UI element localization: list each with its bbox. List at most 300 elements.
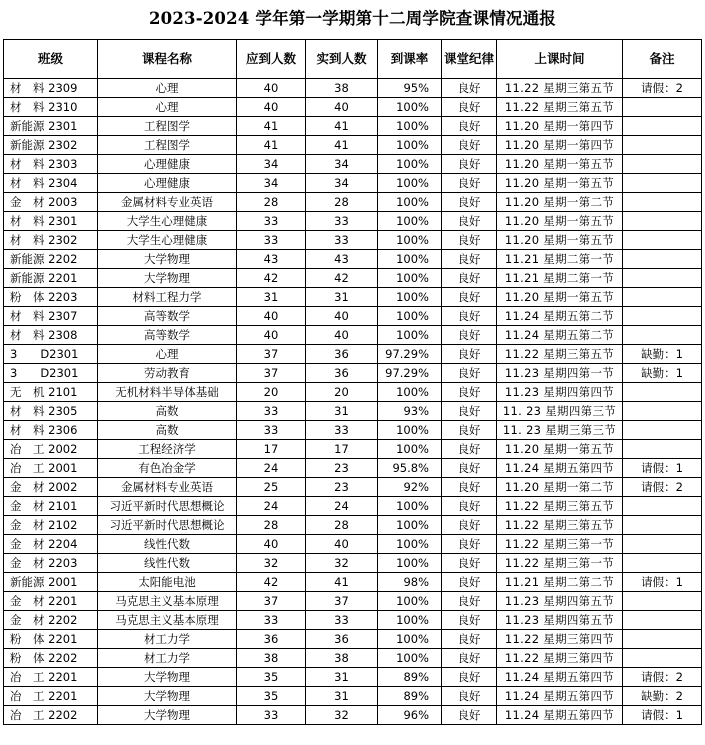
course-cell: 太阳能电池 bbox=[98, 573, 237, 592]
discipline-cell: 良好 bbox=[442, 231, 497, 250]
actual-cell: 34 bbox=[306, 174, 378, 193]
table-row bbox=[4, 364, 702, 383]
expected-cell: 25 bbox=[237, 478, 306, 497]
course-cell: 线性代数 bbox=[98, 554, 237, 573]
time-cell: 11.22 星期三第一节 bbox=[497, 535, 623, 554]
page-title: 2023-2024 学年第一学期第十二周学院查课情况通报 bbox=[148, 9, 557, 28]
course-cell: 材料工程力学 bbox=[98, 288, 237, 307]
rate-cell: 100% bbox=[378, 193, 442, 212]
expected-cell: 33 bbox=[237, 421, 306, 440]
discipline-cell: 良好 bbox=[442, 136, 497, 155]
actual-cell: 38 bbox=[306, 649, 378, 668]
actual-cell: 36 bbox=[306, 364, 378, 383]
expected-cell: 40 bbox=[237, 79, 306, 98]
table-row bbox=[4, 136, 702, 155]
course-cell: 大学生心理健康 bbox=[98, 231, 237, 250]
expected-cell: 41 bbox=[237, 136, 306, 155]
course-cell: 工程图学 bbox=[98, 136, 237, 155]
table-header-row bbox=[4, 40, 702, 79]
class-cell: 冶 工 2201 bbox=[4, 668, 98, 687]
discipline-cell: 良好 bbox=[442, 402, 497, 421]
class-cell: 粉 体 2203 bbox=[4, 288, 98, 307]
class-cell: 材 料 2305 bbox=[4, 402, 98, 421]
class-cell: 金 材 2202 bbox=[4, 611, 98, 630]
time-cell: 11.24 星期五第四节 bbox=[497, 706, 623, 725]
remarks-cell bbox=[623, 611, 702, 630]
attendance-table bbox=[3, 39, 702, 725]
rate-cell: 89% bbox=[378, 668, 442, 687]
time-cell: 11.22 星期三第五节 bbox=[497, 98, 623, 117]
discipline-cell: 良好 bbox=[442, 307, 497, 326]
table-row bbox=[4, 402, 702, 421]
expected-cell: 42 bbox=[237, 269, 306, 288]
header-rate: 到课率 bbox=[378, 40, 442, 79]
actual-cell: 32 bbox=[306, 554, 378, 573]
expected-cell: 24 bbox=[237, 459, 306, 478]
course-cell: 高等数学 bbox=[98, 326, 237, 345]
class-cell: 粉 体 2201 bbox=[4, 630, 98, 649]
discipline-cell: 良好 bbox=[442, 649, 497, 668]
time-cell: 11.20 星期一第五节 bbox=[497, 212, 623, 231]
actual-cell: 33 bbox=[306, 231, 378, 250]
class-cell: 材 料 2307 bbox=[4, 307, 98, 326]
discipline-cell: 良好 bbox=[442, 117, 497, 136]
rate-cell: 92% bbox=[378, 478, 442, 497]
course-cell: 心理 bbox=[98, 79, 237, 98]
actual-cell: 33 bbox=[306, 212, 378, 231]
course-cell: 材工力学 bbox=[98, 630, 237, 649]
actual-cell: 40 bbox=[306, 307, 378, 326]
table-body bbox=[4, 79, 702, 725]
time-cell: 11.22 星期三第五节 bbox=[497, 516, 623, 535]
time-cell: 11.20 星期一第五节 bbox=[497, 440, 623, 459]
rate-cell: 100% bbox=[378, 326, 442, 345]
actual-cell: 42 bbox=[306, 269, 378, 288]
actual-cell: 41 bbox=[306, 117, 378, 136]
table-row bbox=[4, 592, 702, 611]
class-cell: 新能源 2302 bbox=[4, 136, 98, 155]
expected-cell: 20 bbox=[237, 383, 306, 402]
table-row bbox=[4, 307, 702, 326]
course-cell: 马克思主义基本原理 bbox=[98, 611, 237, 630]
actual-cell: 33 bbox=[306, 421, 378, 440]
discipline-cell: 良好 bbox=[442, 383, 497, 402]
remarks-cell: 请假：1 bbox=[623, 706, 702, 725]
rate-cell: 100% bbox=[378, 630, 442, 649]
table-row bbox=[4, 174, 702, 193]
course-cell: 马克思主义基本原理 bbox=[98, 592, 237, 611]
actual-cell: 40 bbox=[306, 326, 378, 345]
actual-cell: 37 bbox=[306, 592, 378, 611]
remarks-cell bbox=[623, 554, 702, 573]
remarks-cell bbox=[623, 383, 702, 402]
remarks-cell: 请假：1 bbox=[623, 573, 702, 592]
expected-cell: 40 bbox=[237, 326, 306, 345]
rate-cell: 98% bbox=[378, 573, 442, 592]
header-discipline: 课堂纪律 bbox=[442, 40, 497, 79]
time-cell: 11.24 星期五第二节 bbox=[497, 307, 623, 326]
time-cell: 11.23 星期四第五节 bbox=[497, 611, 623, 630]
class-cell: 冶 工 2201 bbox=[4, 687, 98, 706]
table-row bbox=[4, 155, 702, 174]
course-cell: 金属材料专业英语 bbox=[98, 478, 237, 497]
expected-cell: 40 bbox=[237, 307, 306, 326]
discipline-cell: 良好 bbox=[442, 288, 497, 307]
course-cell: 线性代数 bbox=[98, 535, 237, 554]
actual-cell: 28 bbox=[306, 193, 378, 212]
expected-cell: 28 bbox=[237, 193, 306, 212]
class-cell: 材 料 2309 bbox=[4, 79, 98, 98]
time-cell: 11.20 星期一第五节 bbox=[497, 155, 623, 174]
class-cell: 粉 体 2202 bbox=[4, 649, 98, 668]
time-cell: 11.22 星期三第五节 bbox=[497, 345, 623, 364]
class-cell: 材 料 2310 bbox=[4, 98, 98, 117]
course-cell: 大学物理 bbox=[98, 250, 237, 269]
rate-cell: 100% bbox=[378, 231, 442, 250]
class-cell: 金 材 2002 bbox=[4, 478, 98, 497]
course-cell: 高数 bbox=[98, 402, 237, 421]
table-row bbox=[4, 250, 702, 269]
discipline-cell: 良好 bbox=[442, 440, 497, 459]
course-cell: 工程经济学 bbox=[98, 440, 237, 459]
remarks-cell bbox=[623, 421, 702, 440]
class-cell: 材 料 2304 bbox=[4, 174, 98, 193]
table-row bbox=[4, 630, 702, 649]
expected-cell: 40 bbox=[237, 535, 306, 554]
discipline-cell: 良好 bbox=[442, 554, 497, 573]
actual-cell: 28 bbox=[306, 516, 378, 535]
actual-cell: 31 bbox=[306, 668, 378, 687]
table-row bbox=[4, 117, 702, 136]
expected-cell: 28 bbox=[237, 516, 306, 535]
time-cell: 11.22 星期三第一节 bbox=[497, 554, 623, 573]
remarks-cell: 请假：1 bbox=[623, 459, 702, 478]
table-row bbox=[4, 288, 702, 307]
table-row bbox=[4, 459, 702, 478]
remarks-cell: 缺勤：1 bbox=[623, 345, 702, 364]
expected-cell: 32 bbox=[237, 554, 306, 573]
rate-cell: 100% bbox=[378, 174, 442, 193]
remarks-cell bbox=[623, 231, 702, 250]
discipline-cell: 良好 bbox=[442, 459, 497, 478]
class-cell: 金 材 2101 bbox=[4, 497, 98, 516]
remarks-cell bbox=[623, 326, 702, 345]
time-cell: 11.20 星期一第五节 bbox=[497, 174, 623, 193]
table-row bbox=[4, 649, 702, 668]
remarks-cell bbox=[623, 98, 702, 117]
remarks-cell bbox=[623, 630, 702, 649]
time-cell: 11.24 星期五第四节 bbox=[497, 668, 623, 687]
class-cell: 3 D2301 bbox=[4, 364, 98, 383]
rate-cell: 100% bbox=[378, 155, 442, 174]
actual-cell: 33 bbox=[306, 611, 378, 630]
table-row bbox=[4, 516, 702, 535]
actual-cell: 43 bbox=[306, 250, 378, 269]
class-cell: 材 料 2308 bbox=[4, 326, 98, 345]
time-cell: 11. 23 星期四第三节 bbox=[497, 402, 623, 421]
table-row bbox=[4, 535, 702, 554]
remarks-cell bbox=[623, 440, 702, 459]
discipline-cell: 良好 bbox=[442, 687, 497, 706]
table-row bbox=[4, 478, 702, 497]
actual-cell: 41 bbox=[306, 573, 378, 592]
course-cell: 心理 bbox=[98, 98, 237, 117]
course-cell: 高等数学 bbox=[98, 307, 237, 326]
table-row bbox=[4, 193, 702, 212]
class-cell: 无 机 2101 bbox=[4, 383, 98, 402]
remarks-cell: 缺勤：1 bbox=[623, 364, 702, 383]
discipline-cell: 良好 bbox=[442, 516, 497, 535]
expected-cell: 35 bbox=[237, 687, 306, 706]
time-cell: 11.22 星期三第五节 bbox=[497, 79, 623, 98]
rate-cell: 97.29% bbox=[378, 364, 442, 383]
class-cell: 冶 工 2001 bbox=[4, 459, 98, 478]
rate-cell: 100% bbox=[378, 250, 442, 269]
class-cell: 新能源 2202 bbox=[4, 250, 98, 269]
table-row bbox=[4, 421, 702, 440]
class-cell: 材 料 2303 bbox=[4, 155, 98, 174]
discipline-cell: 良好 bbox=[442, 497, 497, 516]
rate-cell: 97.29% bbox=[378, 345, 442, 364]
remarks-cell bbox=[623, 269, 702, 288]
time-cell: 11.20 星期一第四节 bbox=[497, 136, 623, 155]
rate-cell: 100% bbox=[378, 117, 442, 136]
actual-cell: 17 bbox=[306, 440, 378, 459]
rate-cell: 100% bbox=[378, 307, 442, 326]
discipline-cell: 良好 bbox=[442, 345, 497, 364]
expected-cell: 37 bbox=[237, 592, 306, 611]
expected-cell: 35 bbox=[237, 668, 306, 687]
expected-cell: 43 bbox=[237, 250, 306, 269]
course-cell: 习近平新时代思想概论 bbox=[98, 516, 237, 535]
discipline-cell: 良好 bbox=[442, 630, 497, 649]
table-row bbox=[4, 79, 702, 98]
header-class: 班级 bbox=[4, 40, 98, 79]
discipline-cell: 良好 bbox=[442, 573, 497, 592]
time-cell: 11.22 星期三第四节 bbox=[497, 649, 623, 668]
table-row bbox=[4, 687, 702, 706]
remarks-cell bbox=[623, 212, 702, 231]
class-cell: 冶 工 2202 bbox=[4, 706, 98, 725]
discipline-cell: 良好 bbox=[442, 250, 497, 269]
table-row bbox=[4, 497, 702, 516]
expected-cell: 34 bbox=[237, 155, 306, 174]
actual-cell: 41 bbox=[306, 136, 378, 155]
rate-cell: 100% bbox=[378, 98, 442, 117]
discipline-cell: 良好 bbox=[442, 421, 497, 440]
actual-cell: 36 bbox=[306, 345, 378, 364]
rate-cell: 100% bbox=[378, 269, 442, 288]
course-cell: 材工力学 bbox=[98, 649, 237, 668]
table-row bbox=[4, 706, 702, 725]
remarks-cell bbox=[623, 174, 702, 193]
expected-cell: 33 bbox=[237, 611, 306, 630]
rate-cell: 100% bbox=[378, 440, 442, 459]
remarks-cell bbox=[623, 250, 702, 269]
rate-cell: 96% bbox=[378, 706, 442, 725]
class-cell: 材 料 2302 bbox=[4, 231, 98, 250]
expected-cell: 38 bbox=[237, 649, 306, 668]
discipline-cell: 良好 bbox=[442, 174, 497, 193]
class-cell: 金 材 2204 bbox=[4, 535, 98, 554]
time-cell: 11.24 星期五第四节 bbox=[497, 459, 623, 478]
remarks-cell: 缺勤：2 bbox=[623, 687, 702, 706]
remarks-cell bbox=[623, 117, 702, 136]
remarks-cell: 请假：2 bbox=[623, 478, 702, 497]
class-cell: 新能源 2301 bbox=[4, 117, 98, 136]
rate-cell: 100% bbox=[378, 649, 442, 668]
remarks-cell bbox=[623, 649, 702, 668]
course-cell: 大学物理 bbox=[98, 668, 237, 687]
actual-cell: 24 bbox=[306, 497, 378, 516]
time-cell: 11.24 星期五第四节 bbox=[497, 687, 623, 706]
actual-cell: 31 bbox=[306, 402, 378, 421]
rate-cell: 100% bbox=[378, 383, 442, 402]
time-cell: 11.23 星期四第一节 bbox=[497, 364, 623, 383]
class-cell: 材 料 2306 bbox=[4, 421, 98, 440]
course-cell: 心理 bbox=[98, 345, 237, 364]
rate-cell: 95% bbox=[378, 79, 442, 98]
table-row bbox=[4, 611, 702, 630]
expected-cell: 41 bbox=[237, 117, 306, 136]
discipline-cell: 良好 bbox=[442, 269, 497, 288]
time-cell: 11.22 星期三第五节 bbox=[497, 497, 623, 516]
expected-cell: 37 bbox=[237, 364, 306, 383]
actual-cell: 40 bbox=[306, 535, 378, 554]
discipline-cell: 良好 bbox=[442, 611, 497, 630]
remarks-cell bbox=[623, 307, 702, 326]
rate-cell: 100% bbox=[378, 288, 442, 307]
header-remarks: 备注 bbox=[623, 40, 702, 79]
table-row bbox=[4, 345, 702, 364]
class-cell: 3 D2301 bbox=[4, 345, 98, 364]
table-row bbox=[4, 98, 702, 117]
class-cell: 金 材 2102 bbox=[4, 516, 98, 535]
header-actual: 实到人数 bbox=[306, 40, 378, 79]
actual-cell: 31 bbox=[306, 687, 378, 706]
discipline-cell: 良好 bbox=[442, 212, 497, 231]
course-cell: 大学物理 bbox=[98, 269, 237, 288]
class-cell: 金 材 2201 bbox=[4, 592, 98, 611]
time-cell: 11. 23 星期三第三节 bbox=[497, 421, 623, 440]
discipline-cell: 良好 bbox=[442, 193, 497, 212]
discipline-cell: 良好 bbox=[442, 155, 497, 174]
table-row bbox=[4, 212, 702, 231]
time-cell: 11.21 星期二第二节 bbox=[497, 573, 623, 592]
table-row bbox=[4, 668, 702, 687]
course-cell: 劳动教育 bbox=[98, 364, 237, 383]
actual-cell: 31 bbox=[306, 288, 378, 307]
rate-cell: 100% bbox=[378, 592, 442, 611]
course-cell: 金属材料专业英语 bbox=[98, 193, 237, 212]
rate-cell: 100% bbox=[378, 497, 442, 516]
actual-cell: 34 bbox=[306, 155, 378, 174]
rate-cell: 100% bbox=[378, 212, 442, 231]
expected-cell: 17 bbox=[237, 440, 306, 459]
expected-cell: 40 bbox=[237, 98, 306, 117]
time-cell: 11.23 星期四第四节 bbox=[497, 383, 623, 402]
expected-cell: 33 bbox=[237, 231, 306, 250]
time-cell: 11.20 星期一第二节 bbox=[497, 478, 623, 497]
expected-cell: 33 bbox=[237, 706, 306, 725]
course-cell: 工程图学 bbox=[98, 117, 237, 136]
remarks-cell bbox=[623, 136, 702, 155]
rate-cell: 100% bbox=[378, 554, 442, 573]
time-cell: 11.20 星期一第五节 bbox=[497, 231, 623, 250]
expected-cell: 31 bbox=[237, 288, 306, 307]
expected-cell: 36 bbox=[237, 630, 306, 649]
course-cell: 高数 bbox=[98, 421, 237, 440]
rate-cell: 100% bbox=[378, 516, 442, 535]
course-cell: 大学物理 bbox=[98, 706, 237, 725]
expected-cell: 24 bbox=[237, 497, 306, 516]
remarks-cell: 请假：2 bbox=[623, 668, 702, 687]
table-row bbox=[4, 326, 702, 345]
course-cell: 大学生心理健康 bbox=[98, 212, 237, 231]
remarks-cell: 请假：2 bbox=[623, 79, 702, 98]
expected-cell: 37 bbox=[237, 345, 306, 364]
discipline-cell: 良好 bbox=[442, 668, 497, 687]
time-cell: 11.20 星期一第四节 bbox=[497, 117, 623, 136]
course-cell: 有色冶金学 bbox=[98, 459, 237, 478]
header-time: 上课时间 bbox=[497, 40, 623, 79]
rate-cell: 95.8% bbox=[378, 459, 442, 478]
course-cell: 心理健康 bbox=[98, 155, 237, 174]
discipline-cell: 良好 bbox=[442, 326, 497, 345]
expected-cell: 33 bbox=[237, 212, 306, 231]
discipline-cell: 良好 bbox=[442, 98, 497, 117]
remarks-cell bbox=[623, 535, 702, 554]
actual-cell: 23 bbox=[306, 478, 378, 497]
remarks-cell bbox=[623, 497, 702, 516]
discipline-cell: 良好 bbox=[442, 79, 497, 98]
actual-cell: 38 bbox=[306, 79, 378, 98]
class-cell: 金 材 2003 bbox=[4, 193, 98, 212]
table-row bbox=[4, 231, 702, 250]
rate-cell: 100% bbox=[378, 136, 442, 155]
remarks-cell bbox=[623, 516, 702, 535]
actual-cell: 40 bbox=[306, 98, 378, 117]
table-row bbox=[4, 554, 702, 573]
discipline-cell: 良好 bbox=[442, 364, 497, 383]
rate-cell: 100% bbox=[378, 611, 442, 630]
header-expected: 应到人数 bbox=[237, 40, 306, 79]
table-row bbox=[4, 269, 702, 288]
remarks-cell bbox=[623, 592, 702, 611]
time-cell: 11.20 星期一第五节 bbox=[497, 288, 623, 307]
discipline-cell: 良好 bbox=[442, 706, 497, 725]
remarks-cell bbox=[623, 402, 702, 421]
course-cell: 心理健康 bbox=[98, 174, 237, 193]
class-cell: 新能源 2001 bbox=[4, 573, 98, 592]
expected-cell: 42 bbox=[237, 573, 306, 592]
time-cell: 11.22 星期三第四节 bbox=[497, 630, 623, 649]
course-cell: 大学物理 bbox=[98, 687, 237, 706]
table-row bbox=[4, 440, 702, 459]
remarks-cell bbox=[623, 193, 702, 212]
actual-cell: 20 bbox=[306, 383, 378, 402]
actual-cell: 36 bbox=[306, 630, 378, 649]
expected-cell: 34 bbox=[237, 174, 306, 193]
rate-cell: 93% bbox=[378, 402, 442, 421]
time-cell: 11.20 星期一第二节 bbox=[497, 193, 623, 212]
time-cell: 11.23 星期四第五节 bbox=[497, 592, 623, 611]
discipline-cell: 良好 bbox=[442, 478, 497, 497]
remarks-cell bbox=[623, 155, 702, 174]
course-cell: 无机材料半导体基础 bbox=[98, 383, 237, 402]
class-cell: 冶 工 2002 bbox=[4, 440, 98, 459]
rate-cell: 100% bbox=[378, 535, 442, 554]
